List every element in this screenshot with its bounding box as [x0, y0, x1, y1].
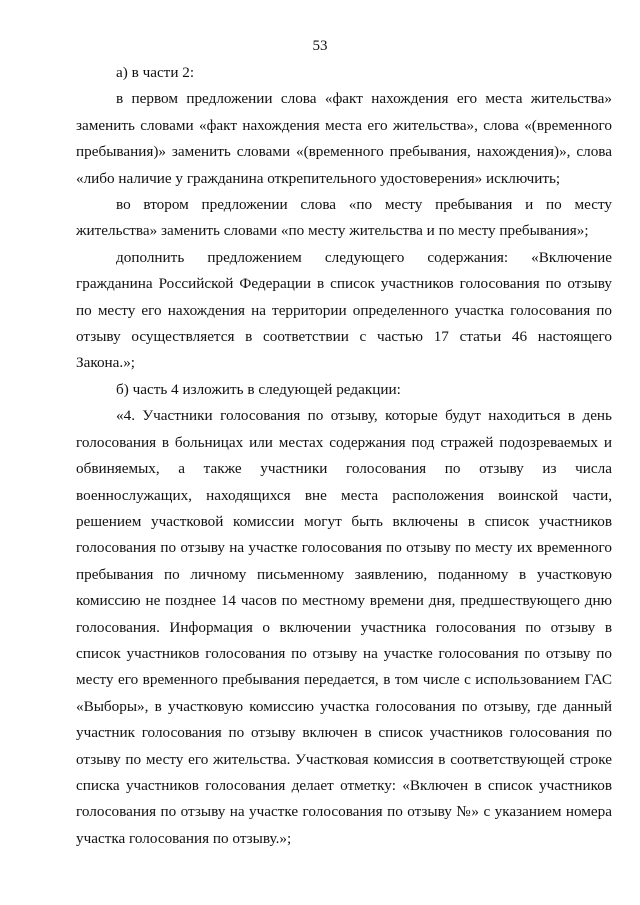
paragraph-part-2: а) в части 2: — [116, 64, 195, 81]
page-number: 53 — [312, 38, 328, 54]
document-body — [76, 60, 612, 852]
paragraph-part-4-text: «4. Участники голосования по отзыву, которые будут находиться в день голосования в больницах или местах содержания под стражей подозреваемых и обвиняемых, а также участники голосования по отзыву из числа военнослужащих, находящихся вне места расположения воинской части, решением участковой комиссии могут быть включены в список участников голосования по отзыву на участке голосования по отзыву по месту их временного пребывания по личному письменному заявлению, поданному в участковую комиссию не позднее 14 часов по местному времени дня, предшествующего дню голосования. Информация о включении участника голосования по отзыву в список участников голосования по отзыву на участке голосования по отзыву по месту его временного пребывания передается, в том числе с использованием ГАС «Выборы», в участковую комиссию участка голосования по отзыву, где данный участник голосования по отзыву включен в список участников голосования по отзыву по месту его жительства. Участковая комиссия в соответствующей строке списка участников голосования делает отметку: «Включен в список участников голосования по отзыву на участке голосования по отзыву №» с указанием номера участка голосования по отзыву.»; — [76, 407, 612, 847]
paragraph-first-sentence: в первом предложении слова «факт нахождения его места жительства» заменить словами «факт нахождения места его жительства», слова «(временного пребывания)» заменить словами «(временного пребывания, нахождения)», слова «либо наличие у гражданина открепительного удостоверения» исключить; — [76, 90, 612, 187]
paragraph-second-sentence: во втором предложении слова «по месту пребывания и по месту жительства» заменить словами «по месту жительства и по месту пребывания»; — [76, 196, 612, 240]
paragraph-part-4-intro: б) часть 4 изложить в следующей редакции: — [116, 380, 401, 398]
paragraph-add-sentence: дополнить предложением следующего содержания: «Включение гражданина Российской Федерации в список участников голосования по отзыву по месту его нахождения на территории определенного участка голосования по отзыву осуществляется в соответствии с частью 17 статьи 46 настоящего Закона.»; — [76, 248, 612, 372]
